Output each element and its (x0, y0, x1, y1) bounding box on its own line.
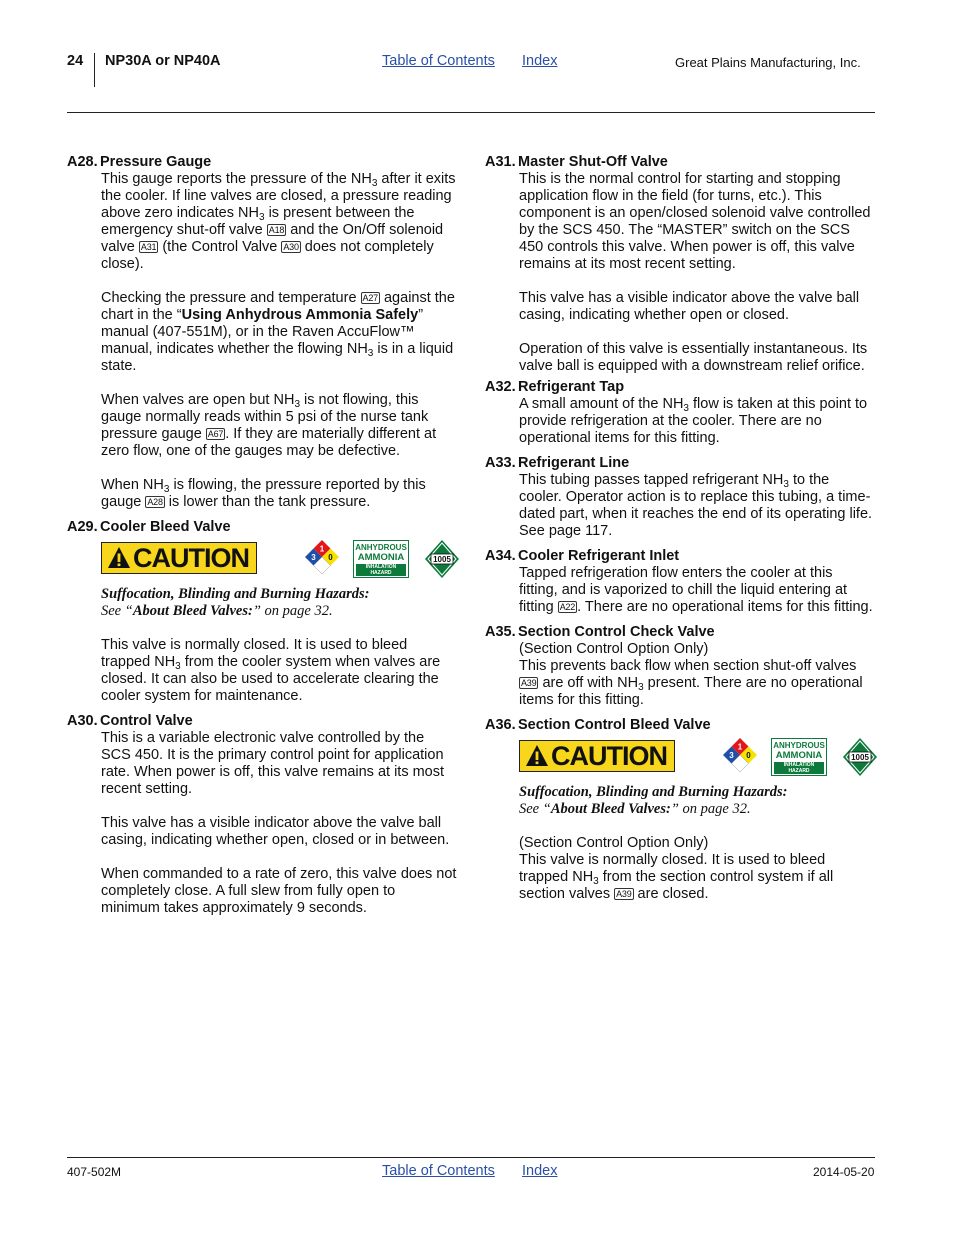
caution-banner (101, 540, 457, 582)
section-heading-a34: A34. Cooler Refrigerant Inlet (485, 548, 680, 564)
caution-banner (519, 738, 875, 780)
model-title: NP30A or NP40A (105, 53, 221, 69)
company-name: Great Plains Manufacturing, Inc. (675, 55, 861, 70)
header-rule (67, 112, 875, 113)
un-placard-icon (424, 539, 460, 579)
section-body-a36: CAUTION 1 3 0 ANHYDROUS AMMONIA INHALATION HAZARD 1005 Suffocation, Blinding and Burning Hazards: See “About Bleed Valves:” on page 32. (Section Control Option Only) This valve is normally closed. It is used to bleed trapped $NH_3$ from the section control system if all section valves A39 are closed. (519, 738, 875, 903)
footer-rule (67, 1157, 875, 1158)
footer-index-link[interactable]: Index (522, 1163, 558, 1179)
ref-a39: A39 (616, 889, 632, 899)
svg-text:1: 1 (737, 742, 743, 752)
ref-a30: A30 (283, 242, 299, 252)
svg-text:0: 0 (746, 751, 751, 760)
section-body-a34: Tapped refrigeration flow enters the cooler at this fitting, and is vaporized to chill the liquid entering at fitting A22 . There are no operational items for this fitting. (519, 565, 873, 615)
warning-triangle-icon (107, 546, 131, 570)
section-body-a31: This is the normal control for starting and stopping application flow in the field (for turns, etc.). This component is an open/closed solenoid valve controlled by the SCS 450. The “MASTER” switch on the SCS 450 controls this valve. When power is off, this valve remains at its most recent setting. This valve has a visible indicator above the valve ball casing, indicating whether open or closed. Operation of this valve is essentially instantaneous. Its valve ball is equipped with a downstream relief orifice. (519, 171, 871, 374)
svg-text:1: 1 (319, 544, 325, 554)
doc-number: 407-502M (67, 1165, 122, 1179)
right-column (485, 150, 875, 903)
header-divider (94, 53, 95, 87)
section-body-a28: This gauge reports the pressure of the $NH_3$ after it exits the cooler. If line valves are closed, a pressure reading above zero indicates $NH_3$ is present between the emergency shut-off valve A18 and the On/Off solenoid valve A31 (the Control Valve A30 does not completely close). Checking the pressure and temperature A27 against the chart in the “Using Anhydrous Ammonia Safely” manual (407-551M), or in the Raven AccuFlow™ manual, indicates whether the flowing $NH_3$ is in a liquid state. When valves are open but $NH_3$ is not flowing, this gauge normally reads within 5 psi of the nurse tank pressure gauge A67 . If they are materially different at zero flow, one of the gauges may be defective. When $NH_3$ is flowing, the pressure reported by this gauge A28 is lower than the tank pressure. (101, 171, 456, 510)
section-heading-a36: A36. Section Control Bleed Valve (485, 717, 711, 733)
ref-a27: A27 (362, 293, 378, 303)
section-body-a30: This is a variable electronic valve controlled by the SCS 450. It is the primary control point for application rate. When power is off, this valve remains at its most recent setting. This valve has a visible indicator above the valve ball casing, indicating whether open, closed or in between. When commanded to a rate of zero, this valve does not completely close. A full slew from fully open to minimum takes approximately 9 seconds. (101, 730, 457, 916)
ref-a22: A22 (559, 602, 576, 612)
svg-text:0: 0 (328, 553, 333, 562)
section-heading-a28: A28. Pressure Gauge (67, 154, 212, 170)
hazard-text: Suffocation, Blinding and Burning Hazards: See “About Bleed Valves:” on page 32. (101, 586, 370, 619)
section-heading-a31: A31. Master Shut-Off Valve (485, 154, 668, 170)
footer-toc-link[interactable]: Table of Contents (382, 1163, 495, 1179)
section-heading-a30: A30. Control Valve (67, 713, 193, 729)
svg-text:3: 3 (311, 553, 316, 562)
header-toc-link[interactable]: Table of Contents (382, 53, 495, 69)
hazard-text: Suffocation, Blinding and Burning Hazards: See “About Bleed Valves:” on page 32. (519, 784, 788, 817)
section-body-a32: A small amount of the $NH_3$ flow is taken at this point to provide refrigeration at the cooler. There are no operational items for this fitting. (519, 396, 868, 446)
ref-a18: A18 (268, 225, 285, 235)
warning-triangle-icon (525, 744, 549, 768)
section-body-a33: This tubing passes tapped refrigerant $NH_3$ to the cooler. Operator action is to replace this tubing, a time-dated part, when it reaches the end of its operating life. See page 117. (519, 472, 873, 539)
section-heading-a35: A35. Section Control Check Valve (485, 624, 715, 640)
section-heading-a32: A32. Refrigerant Tap (485, 379, 625, 395)
ref-a67: A67 (207, 429, 224, 439)
nfpa-diamond-icon (305, 540, 339, 574)
section-heading-a29: A29. Cooler Bleed Valve (67, 519, 231, 535)
caution-label: CAUTION (101, 542, 257, 574)
doc-date: 2014-05-20 (813, 1165, 875, 1179)
caution-label: CAUTION (519, 740, 675, 772)
ref-a39: A39 (521, 678, 537, 688)
nfpa-diamond-icon (723, 738, 757, 772)
anhydrous-ammonia-label: ANHYDROUS AMMONIA INHALATION HAZARD (771, 738, 827, 776)
svg-text:3: 3 (729, 751, 734, 760)
ref-a28: A28 (147, 497, 163, 507)
section-body-a29: CAUTION 1 3 0 ANHYDROUS AMMONIA INHALATION HAZARD 1005 Suffocation, Blinding and Burning Hazards: See “About Bleed Valves:” on page 32. This valve is normally closed. It is used to bleed trapped $NH_3$ from the cooler system when valves are closed. It can also be used to accelerate clearing the cooler system for maintenance. (101, 540, 457, 705)
page-number: 24 (67, 53, 84, 69)
svg-text:1005: 1005 (433, 555, 451, 564)
left-column (67, 150, 457, 917)
section-heading-a33: A33. Refrigerant Line (485, 455, 630, 471)
header-index-link[interactable]: Index (522, 53, 558, 69)
anhydrous-ammonia-label: ANHYDROUS AMMONIA INHALATION HAZARD (353, 540, 409, 578)
section-body-a35: (Section Control Option Only) This prevents back flow when section shut-off valves A39 are off with $NH_3$ present. There are no operational items for this fitting. (519, 641, 863, 708)
un-placard-icon (842, 737, 878, 777)
svg-text:1005: 1005 (851, 753, 869, 762)
ref-a31: A31 (140, 242, 157, 252)
